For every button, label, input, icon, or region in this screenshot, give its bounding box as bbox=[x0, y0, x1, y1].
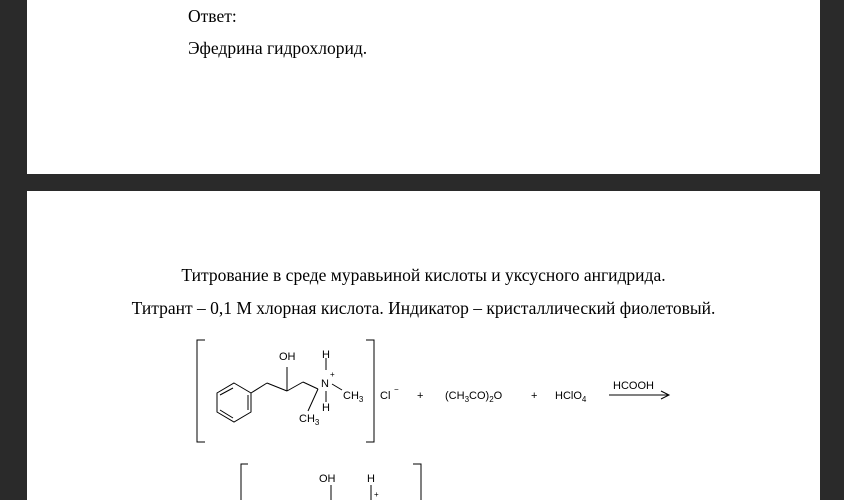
document-page-1 bbox=[27, 0, 820, 174]
label-n: N bbox=[321, 378, 329, 390]
label-ch3-chain: $CH_3$ bbox=[299, 413, 320, 427]
bracket-left-2 bbox=[241, 464, 248, 500]
label-h-2: H bbox=[367, 473, 375, 485]
label-ch3-n: $CH_3$ bbox=[343, 390, 364, 404]
method-line-1: Титрование в среде муравьиной кислоты и уксусного ангидрида. bbox=[181, 265, 666, 285]
answer-label: Ответ: bbox=[188, 6, 237, 26]
bracket-left bbox=[197, 340, 205, 442]
label-chloride-charge: − bbox=[394, 385, 399, 394]
benzene-ring bbox=[217, 383, 251, 422]
bracket-right-2 bbox=[413, 464, 421, 500]
reaction-labels bbox=[279, 349, 654, 499]
label-h-top: H bbox=[322, 349, 330, 361]
document-page-2 bbox=[27, 191, 820, 500]
reaction-bonds bbox=[197, 340, 669, 500]
label-oh: OH bbox=[279, 351, 296, 363]
bracket-right bbox=[366, 340, 374, 442]
label-chloride: Cl bbox=[380, 390, 391, 402]
label-perchloric-acid: HClO$_4$ bbox=[555, 390, 587, 404]
label-formic-acid: HCOOH bbox=[613, 380, 654, 392]
plus-sign-2: + bbox=[531, 390, 538, 402]
reaction-scheme bbox=[27, 191, 820, 500]
plus-sign-1: + bbox=[417, 390, 424, 402]
method-line-2: Титрант – 0,1 М хлорная кислота. Индикатор – кристаллический фиолетовый. bbox=[131, 298, 716, 318]
label-acetic-anhydride: $(CH_3CO)_2O$ bbox=[445, 390, 503, 404]
label-charge-2: + bbox=[374, 490, 379, 499]
answer-text: Эфедрина гидрохлорид. bbox=[188, 38, 368, 58]
label-n-charge: + bbox=[330, 370, 335, 379]
label-oh-2: OH bbox=[319, 473, 336, 485]
label-h-bottom: H bbox=[322, 402, 330, 414]
